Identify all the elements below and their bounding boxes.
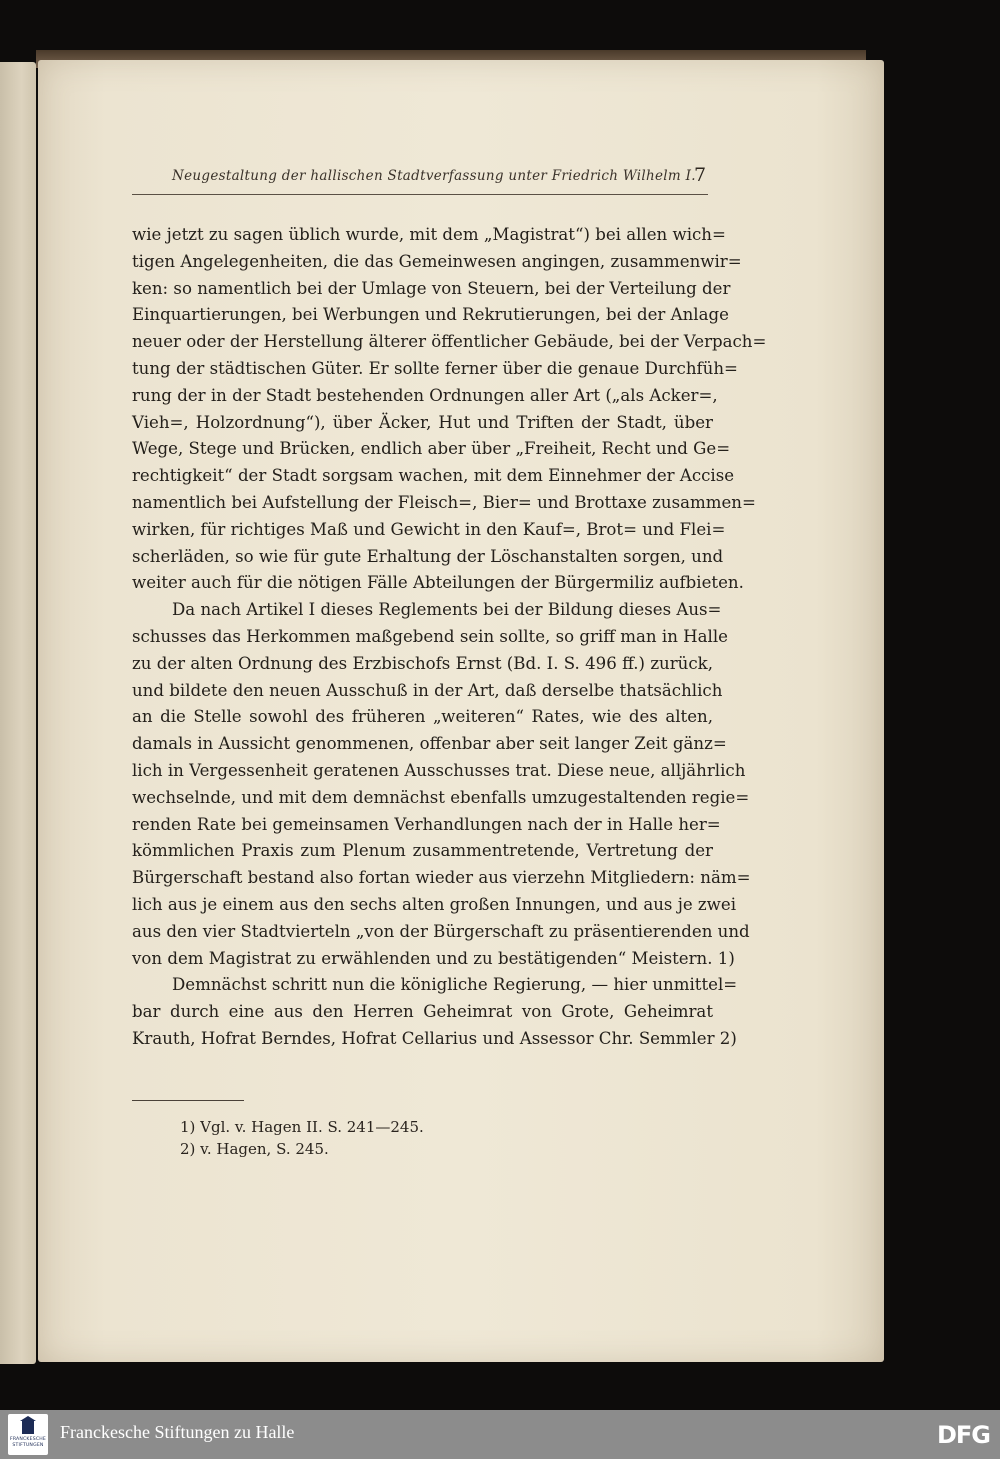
text-line: namentlich bei Aufstellung der Fleisch=, Bier= und Brottaxe zusammen= [132,492,756,512]
page-number: 7 [694,164,707,186]
footnote-1: 1) Vgl. v. Hagen II. S. 241—245. [180,1118,424,1136]
text-line: wie jetzt zu sagen üblich wurde, mit dem „Magistrat“) bei allen wich= [132,225,726,244]
text-line: neuer oder der Herstellung älterer öffentlicher Gebäude, bei der Verpach= [132,332,767,352]
logo-text: FRANCKESCHE STIFTUNGEN [9,1437,47,1448]
text-line: Vieh=, Holzordnung“), über Äcker, Hut und Triften der Stadt, über [132,412,713,432]
text-line: wechselnde, und mit dem demnächst ebenfalls umzugestaltenden regie= [132,787,750,807]
header-rule [132,194,708,195]
text-line: bar durch eine aus den Herren Geheimrat von Grote, Geheimrat [132,1002,713,1022]
dfg-logo-icon[interactable]: DFG [936,1421,990,1449]
text-line: Demnächst schritt nun die königliche Regierung, — hier unmittel= [172,975,738,995]
text-line: lich aus je einem aus den sechs alten großen Innungen, und aus je zwei [132,894,737,914]
text-line: Bürgerschaft bestand also fortan wieder aus vierzehn Mitgliedern: näm= [132,868,751,888]
text-line: ken: so namentlich bei der Umlage von Steuern, bei der Verteilung der [132,278,731,298]
body-text [132,222,767,1053]
text-line: damals in Aussicht genommenen, offenbar aber seit langer Zeit gänz= [132,734,727,754]
footnotes [180,1116,424,1160]
text-line: rung der in der Stadt bestehenden Ordnungen aller Art („als Acker=, [132,385,718,405]
footnote-rule [132,1100,244,1101]
text-line: lich in Vergessenheit geratenen Ausschusses trat. Diese neue, alljährlich [132,760,746,780]
left-page-edge [0,62,36,1364]
institution-name: Franckesche Stiftungen zu Halle [60,1422,295,1442]
text-line: tung der städtischen Güter. Er sollte ferner über die genaue Durchfüh= [132,358,738,378]
text-line: tigen Angelegenheiten, die das Gemeinwesen angingen, zusammenwir= [132,251,742,271]
text-line: zu der alten Ordnung des Erzbischofs Ernst (Bd. I. S. 496 ff.) zurück, [132,653,713,673]
text-line: und bildete den neuen Ausschuß in der Art, daß derselbe thatsächlich [132,680,723,700]
footnote-2: 2) v. Hagen, S. 245. [180,1140,329,1158]
text-line: aus den vier Stadtvierteln „von der Bürgerschaft zu präsentierenden und [132,921,750,941]
franckesche-stiftungen-logo-icon[interactable] [8,1414,48,1455]
text-line: Da nach Artikel I dieses Reglements bei der Bildung dieses Aus= [172,600,722,620]
text-line: Wege, Stege und Brücken, endlich aber über „Freiheit, Recht und Ge= [132,439,731,459]
logo-building [22,1420,34,1434]
text-line: an die Stelle sowohl des früheren „weiteren“ Rates, wie des alten, [132,707,713,727]
text-line: scherläden, so wie für gute Erhaltung der Löschanstalten sorgen, und [132,546,724,566]
text-line: schusses das Herkommen maßgebend sein sollte, so griff man in Halle [132,626,728,646]
text-line: weiter auch für die nötigen Fälle Abteilungen der Bürgermiliz aufbieten. [132,573,744,593]
text-line: rechtigkeit“ der Stadt sorgsam wachen, mit dem Einnehmer der Accise [132,466,735,486]
footer-bar [0,1410,1000,1459]
running-head: Neugestaltung der hallischen Stadtverfassung unter Friedrich Wilhelm I. [172,168,696,184]
text-line: Einquartierungen, bei Werbungen und Rekrutierungen, bei der Anlage [132,305,729,325]
text-line: von dem Magistrat zu erwählenden und zu bestätigenden“ Meistern. 1) [132,948,735,968]
text-line: renden Rate bei gemeinsamen Verhandlungen nach der in Halle her= [132,814,721,834]
text-line: kömmlichen Praxis zum Plenum zusammentretende, Vertretung der [132,841,713,861]
text-line: wirken, für richtiges Maß und Gewicht in den Kauf=, Brot= und Flei= [132,519,726,539]
text-line: Krauth, Hofrat Berndes, Hofrat Cellarius und Assessor Chr. Semmler 2) [132,1028,737,1048]
